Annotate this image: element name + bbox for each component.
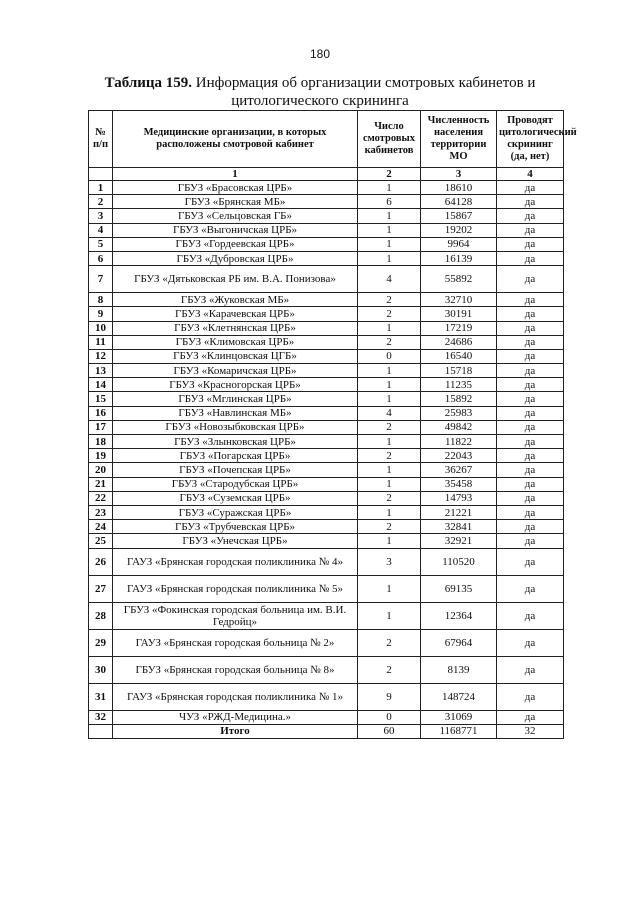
cabinet-count: 1 [358, 534, 421, 548]
org-name: ГАУЗ «Брянская городская поликлиника № 5» [113, 575, 358, 602]
cabinet-count: 1 [358, 463, 421, 477]
org-name: ГБУЗ «Брасовская ЦРБ» [113, 181, 358, 195]
cabinet-count: 1 [358, 181, 421, 195]
cabinet-count: 1 [358, 223, 421, 237]
row-number: 28 [89, 602, 113, 629]
population: 11235 [421, 378, 497, 392]
cabinet-count: 2 [358, 449, 421, 463]
table-row [89, 181, 564, 195]
org-name: ГАУЗ «Брянская городская поликлиника № 4» [113, 548, 358, 575]
row-number: 18 [89, 435, 113, 449]
org-name: ГБУЗ «Суземская ЦРБ» [113, 491, 358, 505]
row-number: 23 [89, 505, 113, 519]
table-row [89, 463, 564, 477]
row-number: 22 [89, 491, 113, 505]
cabinet-count: 1 [358, 392, 421, 406]
table-title-label: Таблица 159. [104, 75, 193, 91]
population: 32710 [421, 293, 497, 307]
screening-status: да [497, 266, 564, 293]
population: 35458 [421, 477, 497, 491]
org-name: ГАУЗ «Брянская городская больница № 2» [113, 629, 358, 656]
table-row [89, 477, 564, 491]
population: 30191 [421, 307, 497, 321]
population: 67964 [421, 629, 497, 656]
table-row [89, 335, 564, 349]
org-name: ГБУЗ «Сельцовская ГБ» [113, 209, 358, 223]
screening-status: да [497, 710, 564, 724]
table-row [89, 307, 564, 321]
table-row [89, 505, 564, 519]
row-number: 32 [89, 710, 113, 724]
screening-status: да [497, 181, 564, 195]
cabinet-count: 1 [358, 505, 421, 519]
org-name: ГБУЗ «Дятьковская РБ им. В.А. Понизова» [113, 266, 358, 293]
header-org: Медицинские организации, в которых расположены смотровой кабинет [113, 111, 358, 168]
table-row [89, 378, 564, 392]
table-row [89, 656, 564, 683]
org-name: ГБУЗ «Фокинская городская больница им. В.И. Гедройц» [113, 602, 358, 629]
table-row [89, 266, 564, 293]
org-name: ГБУЗ «Навлинская МБ» [113, 406, 358, 420]
cabinet-count: 0 [358, 349, 421, 363]
cabinet-count: 1 [358, 251, 421, 265]
row-number: 29 [89, 629, 113, 656]
row-number: 3 [89, 209, 113, 223]
screening-status: да [497, 307, 564, 321]
table-row [89, 710, 564, 724]
screening-status: да [497, 223, 564, 237]
screening-status: да [497, 237, 564, 251]
cabinet-count: 1 [358, 575, 421, 602]
org-name: ГАУЗ «Брянская городская поликлиника № 1» [113, 683, 358, 710]
population: 15867 [421, 209, 497, 223]
header-count: Число смотровых кабинетов [358, 111, 421, 168]
screening-status: да [497, 534, 564, 548]
table-header-row [89, 111, 564, 168]
table-row [89, 520, 564, 534]
org-name: ГБУЗ «Брянская МБ» [113, 195, 358, 209]
population: 17219 [421, 321, 497, 335]
screening-status: да [497, 435, 564, 449]
total-label: Итого [113, 724, 358, 738]
org-name: ГБУЗ «Унечская ЦРБ» [113, 534, 358, 548]
column-number: 2 [358, 168, 421, 181]
row-number: 26 [89, 548, 113, 575]
population: 32841 [421, 520, 497, 534]
row-number: 31 [89, 683, 113, 710]
cabinet-count: 0 [358, 710, 421, 724]
table-row [89, 195, 564, 209]
cabinet-count: 1 [358, 435, 421, 449]
screening-status: да [497, 520, 564, 534]
total-row [89, 724, 564, 738]
population: 55892 [421, 266, 497, 293]
org-name: ГБУЗ «Гордеевская ЦРБ» [113, 237, 358, 251]
population: 24686 [421, 335, 497, 349]
row-number: 9 [89, 307, 113, 321]
org-name: ГБУЗ «Жуковская МБ» [113, 293, 358, 307]
org-name: ГБУЗ «Красногорская ЦРБ» [113, 378, 358, 392]
org-name: ГБУЗ «Новозыбковская ЦРБ» [113, 420, 358, 434]
cabinet-count: 2 [358, 656, 421, 683]
table-row [89, 223, 564, 237]
row-number: 11 [89, 335, 113, 349]
column-number-empty [89, 168, 113, 181]
screening-status: да [497, 420, 564, 434]
total-screening: 32 [497, 724, 564, 738]
population: 16139 [421, 251, 497, 265]
table-row [89, 449, 564, 463]
table-row [89, 209, 564, 223]
table-row [89, 420, 564, 434]
cabinet-count: 3 [358, 548, 421, 575]
cabinet-count: 2 [358, 491, 421, 505]
row-number: 1 [89, 181, 113, 195]
table-row [89, 548, 564, 575]
population: 21221 [421, 505, 497, 519]
population: 49842 [421, 420, 497, 434]
org-name: ГБУЗ «Карачевская ЦРБ» [113, 307, 358, 321]
cabinet-count: 2 [358, 629, 421, 656]
table-title-text: Информация об организации смотровых кабинетов и цитологического скрининга [195, 75, 536, 109]
cabinet-count: 1 [358, 209, 421, 223]
row-number: 16 [89, 406, 113, 420]
cabinet-count: 1 [358, 477, 421, 491]
table-row [89, 321, 564, 335]
table-title [100, 74, 540, 110]
org-name: ГБУЗ «Злынковская ЦРБ» [113, 435, 358, 449]
screening-status: да [497, 335, 564, 349]
population: 32921 [421, 534, 497, 548]
population: 25983 [421, 406, 497, 420]
org-name: ГБУЗ «Мглинская ЦРБ» [113, 392, 358, 406]
table-row [89, 534, 564, 548]
column-number: 1 [113, 168, 358, 181]
cabinet-count: 4 [358, 406, 421, 420]
row-number: 4 [89, 223, 113, 237]
population: 9964 [421, 237, 497, 251]
table-row [89, 392, 564, 406]
population: 8139 [421, 656, 497, 683]
org-name: ГБУЗ «Клинцовская ЦГБ» [113, 349, 358, 363]
cabinet-count: 2 [358, 293, 421, 307]
screening-status: да [497, 602, 564, 629]
column-number: 4 [497, 168, 564, 181]
population: 19202 [421, 223, 497, 237]
row-number: 5 [89, 237, 113, 251]
org-name: ГБУЗ «Суражская ЦРБ» [113, 505, 358, 519]
population: 64128 [421, 195, 497, 209]
table-row [89, 349, 564, 363]
org-name: ГБУЗ «Выгоничская ЦРБ» [113, 223, 358, 237]
screening-status: да [497, 548, 564, 575]
org-name: ГБУЗ «Климовская ЦРБ» [113, 335, 358, 349]
population: 12364 [421, 602, 497, 629]
table-row [89, 251, 564, 265]
population: 15892 [421, 392, 497, 406]
population: 18610 [421, 181, 497, 195]
cabinet-count: 1 [358, 321, 421, 335]
org-name: ГБУЗ «Клетнянская ЦРБ» [113, 321, 358, 335]
table-row [89, 575, 564, 602]
total-population: 1168771 [421, 724, 497, 738]
column-numbers-row [89, 168, 564, 181]
screening-status: да [497, 378, 564, 392]
row-number: 24 [89, 520, 113, 534]
screening-status: да [497, 656, 564, 683]
row-number: 15 [89, 392, 113, 406]
population: 11822 [421, 435, 497, 449]
row-number: 19 [89, 449, 113, 463]
cabinet-count: 6 [358, 195, 421, 209]
total-count: 60 [358, 724, 421, 738]
screening-status: да [497, 392, 564, 406]
screening-status: да [497, 293, 564, 307]
screening-status: да [497, 629, 564, 656]
cabinet-count: 1 [358, 237, 421, 251]
cabinet-count: 1 [358, 602, 421, 629]
screening-status: да [497, 491, 564, 505]
cabinet-count: 2 [358, 307, 421, 321]
cabinet-count: 4 [358, 266, 421, 293]
population: 36267 [421, 463, 497, 477]
org-name: ЧУЗ «РЖД-Медицина.» [113, 710, 358, 724]
cabinet-count: 2 [358, 520, 421, 534]
org-name: ГБУЗ «Почепская ЦРБ» [113, 463, 358, 477]
screening-status: да [497, 575, 564, 602]
table-row [89, 435, 564, 449]
row-number: 13 [89, 364, 113, 378]
row-number: 12 [89, 349, 113, 363]
org-name: ГБУЗ «Погарская ЦРБ» [113, 449, 358, 463]
org-name: ГБУЗ «Брянская городская больница № 8» [113, 656, 358, 683]
row-number: 20 [89, 463, 113, 477]
table-row [89, 491, 564, 505]
screening-status: да [497, 505, 564, 519]
cabinet-count: 9 [358, 683, 421, 710]
population: 15718 [421, 364, 497, 378]
table-row [89, 293, 564, 307]
row-number: 7 [89, 266, 113, 293]
header-screening: Проводят цитологический скрининг (да, нет) [497, 111, 564, 168]
row-number: 10 [89, 321, 113, 335]
screening-table [88, 110, 577, 739]
population: 16540 [421, 349, 497, 363]
population: 22043 [421, 449, 497, 463]
cabinet-count: 2 [358, 335, 421, 349]
screening-status: да [497, 349, 564, 363]
row-number: 2 [89, 195, 113, 209]
population: 31069 [421, 710, 497, 724]
row-number: 17 [89, 420, 113, 434]
population: 69135 [421, 575, 497, 602]
row-number: 8 [89, 293, 113, 307]
screening-status: да [497, 321, 564, 335]
screening-status: да [497, 406, 564, 420]
row-number: 27 [89, 575, 113, 602]
org-name: ГБУЗ «Комаричская ЦРБ» [113, 364, 358, 378]
header-num: № п/п [89, 111, 113, 168]
cabinet-count: 1 [358, 364, 421, 378]
page-number: 180 [309, 47, 331, 61]
org-name: ГБУЗ «Дубровская ЦРБ» [113, 251, 358, 265]
screening-status: да [497, 449, 564, 463]
total-num-cell [89, 724, 113, 738]
row-number: 14 [89, 378, 113, 392]
population: 148724 [421, 683, 497, 710]
table-row [89, 683, 564, 710]
org-name: ГБУЗ «Стародубская ЦРБ» [113, 477, 358, 491]
population: 14793 [421, 491, 497, 505]
screening-status: да [497, 477, 564, 491]
screening-status: да [497, 209, 564, 223]
table-row [89, 406, 564, 420]
table-row [89, 364, 564, 378]
screening-status: да [497, 683, 564, 710]
row-number: 6 [89, 251, 113, 265]
table-row [89, 602, 564, 629]
table-row [89, 629, 564, 656]
cabinet-count: 1 [358, 378, 421, 392]
org-name: ГБУЗ «Трубчевская ЦРБ» [113, 520, 358, 534]
row-number: 30 [89, 656, 113, 683]
screening-status: да [497, 195, 564, 209]
table-row [89, 237, 564, 251]
cabinet-count: 2 [358, 420, 421, 434]
row-number: 25 [89, 534, 113, 548]
population: 110520 [421, 548, 497, 575]
header-population: Численность населения территории МО [421, 111, 497, 168]
screening-status: да [497, 364, 564, 378]
row-number: 21 [89, 477, 113, 491]
column-number: 3 [421, 168, 497, 181]
screening-status: да [497, 463, 564, 477]
table-body [89, 181, 564, 725]
screening-status: да [497, 251, 564, 265]
